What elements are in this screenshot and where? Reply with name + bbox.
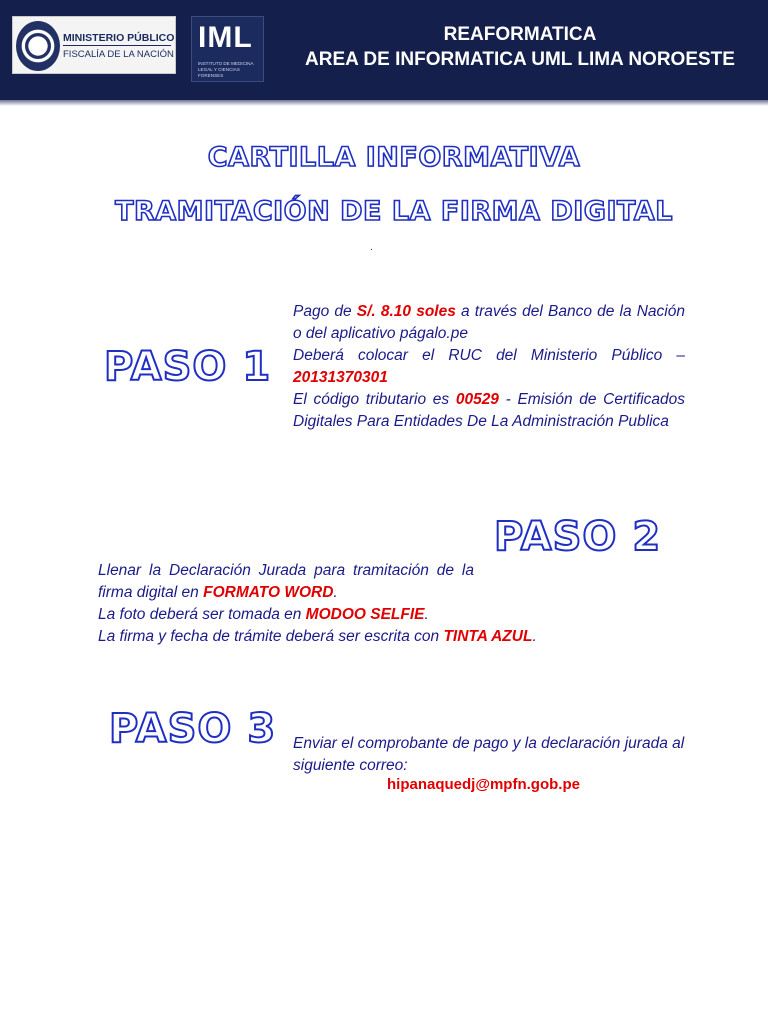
step1-ruc: Deberá colocar el RUC del Ministerio Público – 20131370301 bbox=[293, 347, 685, 386]
contact-email-link[interactable]: hipanaquedj@mpfn.gob.pe bbox=[387, 776, 580, 793]
ministerio-publico-logo bbox=[12, 16, 176, 74]
seal-icon bbox=[16, 21, 60, 71]
step1-tax-code: El código tributario es 00529 - Emisión de Certificados Digitales Para Entidades De La Administración Publica bbox=[293, 391, 685, 430]
separator-dot: . bbox=[370, 242, 373, 253]
step2-line4: La firma y fecha de trámite deberá ser escrita con TINTA AZUL. bbox=[98, 628, 537, 645]
step2-label: PASO 2 bbox=[494, 514, 662, 560]
step3-text: Enviar el comprobante de pago y la declaración jurada al siguiente correo: bbox=[293, 735, 685, 774]
format-word: FORMATO WORD bbox=[203, 584, 334, 601]
header-shadow bbox=[0, 100, 768, 106]
iml-logo bbox=[191, 16, 264, 82]
main-title-line1: CARTILLA INFORMATIVA bbox=[207, 142, 581, 173]
header-title-line2: AREA DE INFORMATICA UML LIMA NOROESTE bbox=[305, 49, 735, 70]
mp-logo-name: MINISTERIO PÚBLICO bbox=[63, 32, 175, 44]
ruc-number: 20131370301 bbox=[293, 369, 388, 386]
step1-text bbox=[293, 301, 685, 433]
step2-line2: firma digital en FORMATO WORD. bbox=[98, 584, 338, 601]
main-title-line2: TRAMITACIÓN DE LA FIRMA DIGITAL bbox=[115, 196, 673, 227]
step2-line1: Llenar la Declaración Jurada para tramitación de la bbox=[98, 562, 474, 579]
blue-ink: TINTA AZUL bbox=[443, 628, 533, 645]
iml-logo-subtitle: INSTITUTO DE MEDICINA LEGAL Y CIENCIAS FORENSES bbox=[198, 61, 254, 78]
mp-logo-divider bbox=[63, 45, 171, 46]
step1-payment: Pago de S/. 8.10 soles a través del Banco de la Nación o del aplicativo págalo.pe bbox=[293, 303, 685, 342]
step2-line3: La foto deberá ser tomada en MODOO SELFIE. bbox=[98, 606, 429, 623]
header-title-line1: REAFORMATICA bbox=[443, 24, 597, 45]
header-title bbox=[270, 22, 768, 72]
tax-code: 00529 bbox=[455, 391, 499, 408]
mp-logo-subtitle: FISCALÍA DE LA NACIÓN bbox=[63, 49, 174, 60]
header-banner bbox=[0, 0, 768, 100]
payment-amount: S/. 8.10 soles bbox=[356, 303, 456, 320]
iml-logo-acronym: IML bbox=[198, 21, 253, 54]
selfie-mode: MODOO SELFIE bbox=[305, 606, 425, 623]
step1-label: PASO 1 bbox=[104, 344, 272, 390]
step3-label: PASO 3 bbox=[109, 706, 277, 752]
step2-text bbox=[98, 560, 578, 648]
